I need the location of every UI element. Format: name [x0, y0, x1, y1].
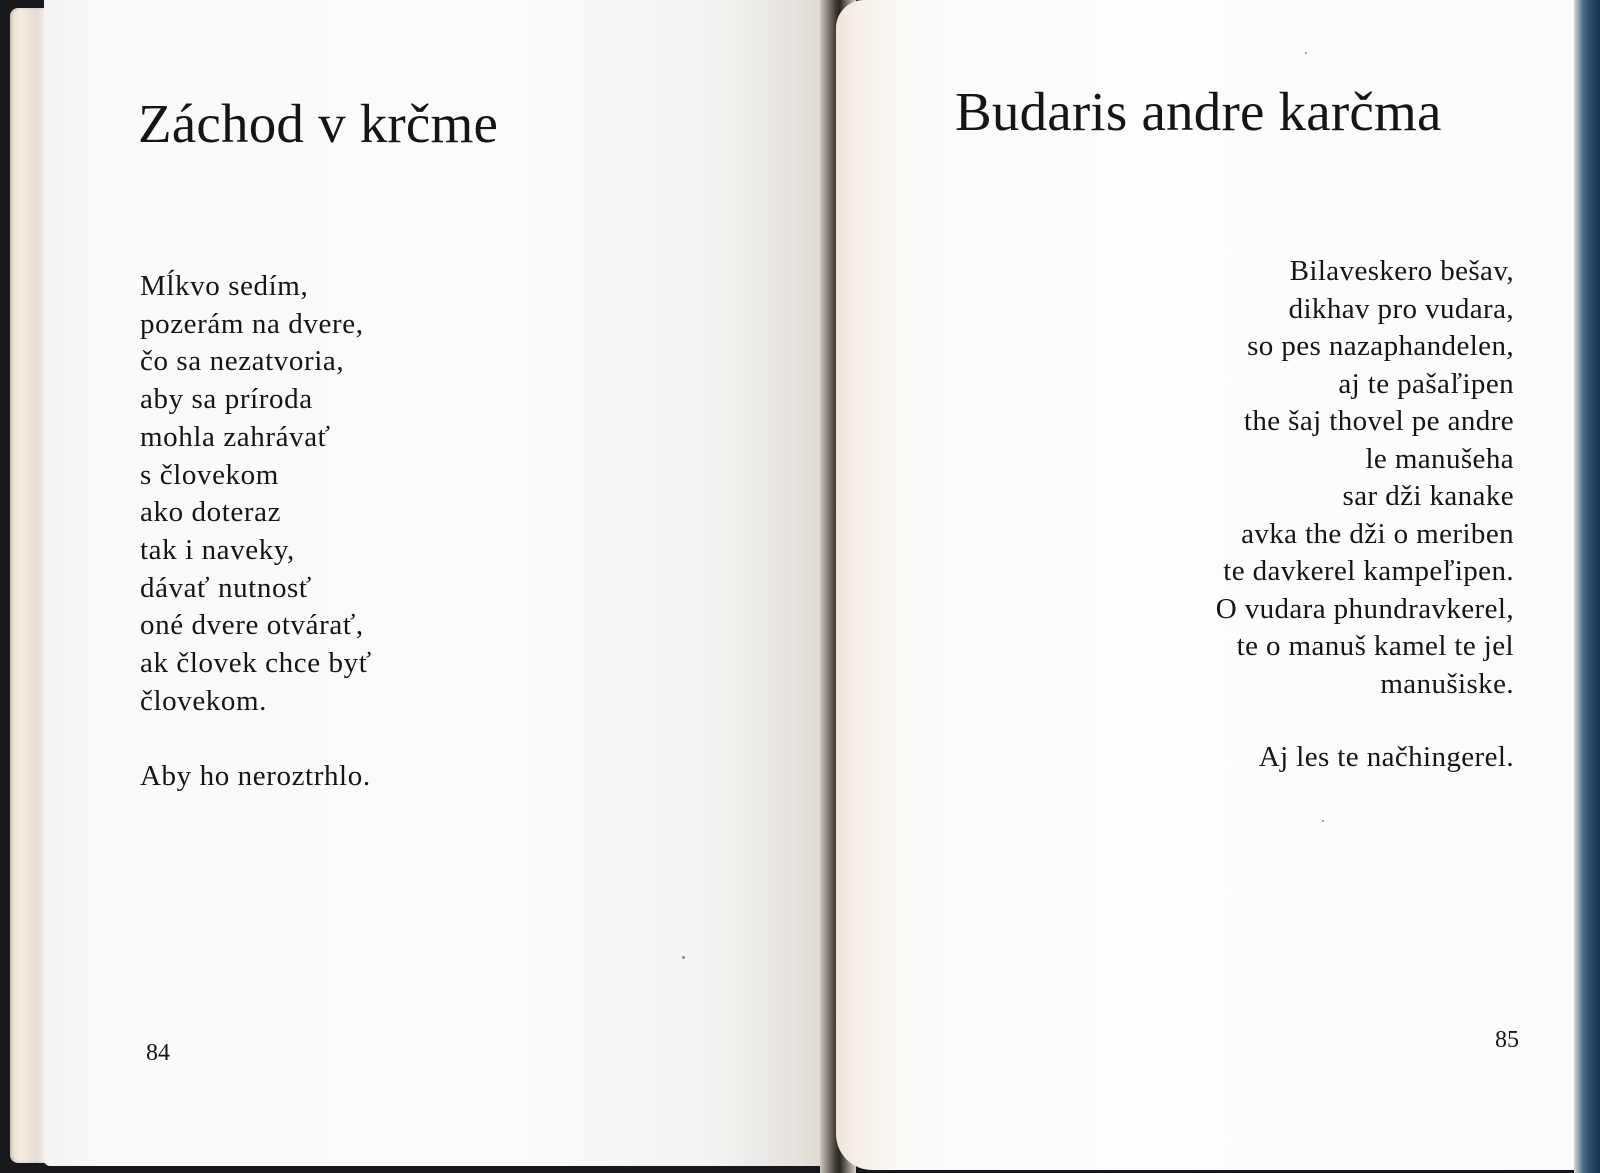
poem-line: O vudara phundravkerel, — [1215, 592, 1514, 625]
poem-left — [140, 268, 700, 796]
poem-line: dávať nutnosť — [140, 571, 312, 604]
poem-last-line: Aj les te načhingerel. — [1258, 741, 1514, 773]
poem-line: Mĺkvo sedím, — [140, 270, 309, 302]
poem-line: avka the dži o meriben — [1241, 517, 1514, 550]
poem-line: le manušeha — [1365, 442, 1514, 475]
cover-edge — [1574, 0, 1600, 1173]
page-number-right: 85 — [1495, 1027, 1519, 1053]
poem-line: so pes nazaphandelen, — [1247, 330, 1514, 362]
poem-line: te davkerel kampeľipen. — [1223, 555, 1514, 587]
poem-line: oné dvere otvárať, — [140, 609, 364, 642]
poem-line: dikhav pro vudara, — [1288, 292, 1514, 325]
poem-line: ako doteraz — [140, 496, 282, 529]
poem-line: manušiske. — [1380, 667, 1514, 700]
poem-line: te o manuš kamel te jel — [1236, 630, 1514, 662]
scan-speck — [1322, 820, 1324, 822]
poem-line: the šaj thovel pe andre — [1243, 405, 1514, 437]
poem-line: aby sa príroda — [140, 383, 313, 416]
poem-last-line: Aby ho neroztrhlo. — [140, 760, 371, 793]
poem-line: s človekom — [140, 458, 279, 491]
poem-line: mohla zahrávať — [140, 420, 331, 453]
poem-line: pozerám na dvere, — [140, 307, 364, 340]
poem-line: človekom. — [140, 684, 268, 717]
poem-line: sar dži kanake — [1342, 480, 1514, 512]
page-title-left: Záchod v krčme — [138, 93, 499, 154]
page-title-right: Budaris andre karčma — [955, 81, 1442, 142]
poem-line: Bilaveskero bešav, — [1289, 255, 1514, 287]
poem-right — [1060, 253, 1514, 777]
poem-line: čo sa nezatvoria, — [140, 345, 345, 378]
scan-speck — [682, 956, 685, 959]
scan-speck — [1305, 52, 1307, 54]
poem-line: ak človek chce byť — [140, 647, 372, 680]
poem-line: aj te pašaľipen — [1338, 367, 1514, 400]
page-number-left: 84 — [146, 1040, 170, 1066]
poem-line: tak i naveky, — [140, 533, 295, 566]
